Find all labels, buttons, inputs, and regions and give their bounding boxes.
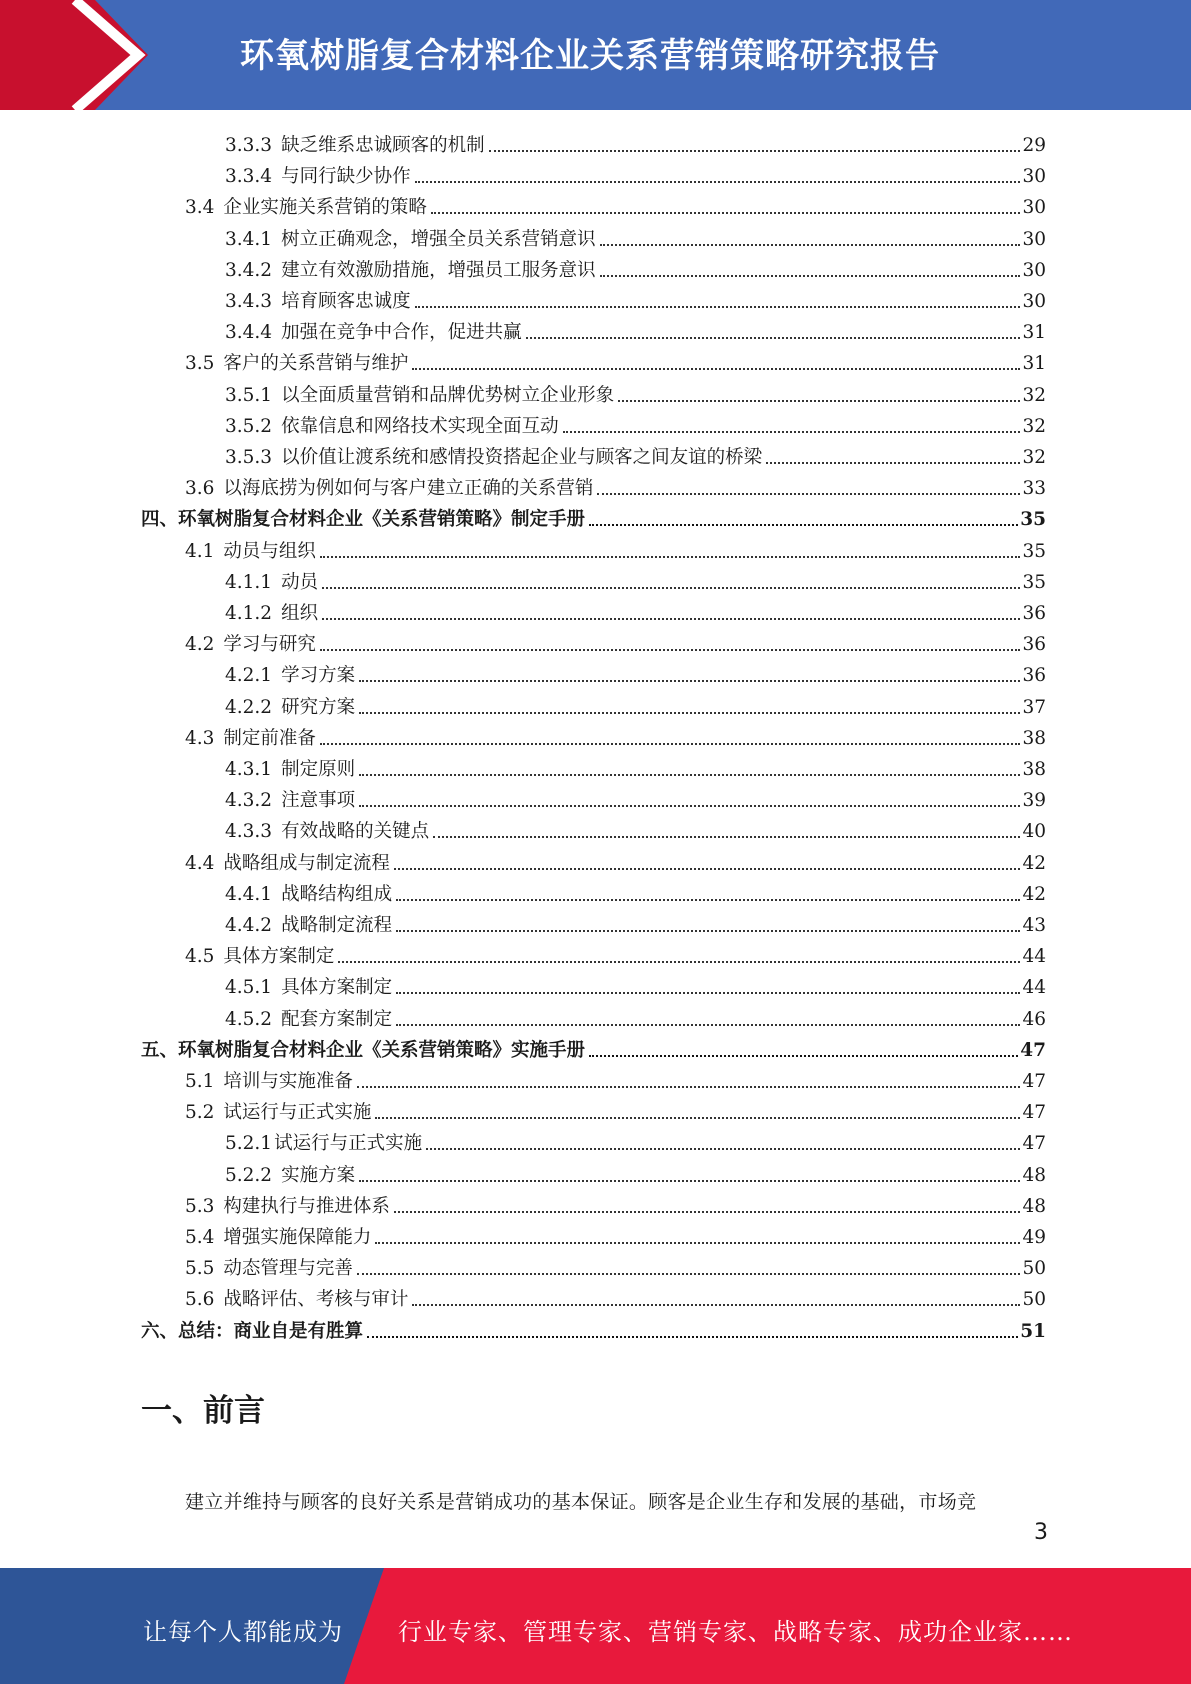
toc-entry[interactable]: [185, 1188, 1046, 1219]
page-footer: [0, 1568, 1191, 1684]
toc-dot-leader: [415, 306, 1021, 308]
toc-entry-page: 30: [1022, 197, 1046, 219]
toc-entry[interactable]: [225, 1157, 1046, 1188]
toc-entry[interactable]: [185, 1219, 1046, 1250]
toc-entry-page: 40: [1022, 821, 1046, 843]
toc-entry[interactable]: [225, 657, 1046, 688]
footer-slogan-left: 让每个人都能成为: [143, 1618, 343, 1646]
toc-entry-title: 有效战略的关键点: [281, 821, 430, 843]
toc-dot-leader: [375, 1117, 1020, 1119]
footer-slogan-right: 行业专家、管理专家、营销专家、战略专家、成功企业家……: [398, 1618, 1073, 1646]
toc-entry-number: 5.5: [185, 1258, 215, 1280]
toc-dot-leader: [320, 556, 1021, 558]
toc-entry-title: 试运行与正式实施: [223, 1102, 372, 1124]
page-header: [0, 0, 1191, 110]
toc-dot-leader: [396, 899, 1020, 901]
toc-entry-number: 3.3.4: [225, 166, 273, 188]
toc-dot-leader: [359, 774, 1020, 776]
toc-entry-page: 48: [1022, 1164, 1046, 1186]
toc-entry-number: 3.4.2: [225, 259, 273, 281]
toc-entry-number: 5.2.2: [225, 1164, 273, 1186]
toc-entry-title: 学习与研究: [223, 634, 316, 656]
toc-entry-page: 44: [1022, 977, 1046, 999]
toc-entry-page: 37: [1022, 696, 1046, 718]
toc-entry-page: 35: [1022, 540, 1046, 562]
toc-entry-page: 36: [1022, 634, 1046, 656]
toc-entry-page: 38: [1022, 727, 1046, 749]
toc-dot-leader: [394, 868, 1021, 870]
toc-entry-page: 30: [1022, 166, 1046, 188]
toc-entry[interactable]: [185, 845, 1046, 876]
toc-entry[interactable]: [185, 1250, 1046, 1281]
toc-entry-page: 47: [1022, 1133, 1046, 1155]
toc-dot-leader: [322, 587, 1020, 589]
toc-entry-title: 构建执行与推进体系: [223, 1195, 390, 1217]
toc-entry-number: 3.4.1: [225, 228, 273, 250]
toc-entry-page: 49: [1022, 1227, 1046, 1248]
toc-entry-page: 50: [1022, 1289, 1046, 1311]
toc-entry[interactable]: [225, 221, 1046, 252]
toc-dot-leader: [320, 649, 1021, 651]
toc-entry-number: 4.3.2: [225, 790, 273, 812]
toc-entry-number: 3.4.3: [225, 291, 273, 312]
toc-entry-page: 47: [1020, 1039, 1046, 1061]
toc-entry-page: 39: [1022, 790, 1046, 812]
toc-dot-leader: [600, 244, 1021, 246]
toc-entry-title: 培育顾客忠诚度: [281, 291, 411, 312]
toc-dot-leader: [338, 961, 1020, 963]
toc-entry-page: 32: [1022, 415, 1046, 437]
toc-dot-leader: [431, 212, 1021, 214]
toc-dot-leader: [375, 1242, 1020, 1244]
toc-entry-number: 4.5.2: [225, 1008, 273, 1030]
toc-entry-page: 32: [1022, 447, 1046, 468]
toc-dot-leader: [396, 930, 1020, 932]
toc-entry[interactable]: [225, 595, 1046, 626]
toc-entry[interactable]: [225, 689, 1046, 720]
toc-entry[interactable]: [185, 1094, 1046, 1125]
toc-entry-title: 动员: [281, 571, 319, 593]
toc-dot-leader: [359, 1180, 1020, 1182]
toc-entry-number: 4.1: [185, 540, 215, 562]
toc-entry[interactable]: [225, 127, 1046, 158]
toc-entry[interactable]: [185, 470, 1046, 501]
toc-entry-title: 以价值让渡系统和感情投资搭起企业与顾客之间友谊的桥梁: [281, 447, 763, 468]
toc-entry-page: 31: [1022, 353, 1046, 375]
toc-entry-title: 增强实施保障能力: [223, 1227, 372, 1248]
toc-entry-title: 以全面质量营销和品牌优势树立企业形象: [281, 384, 615, 406]
toc-dot-leader: [433, 836, 1020, 838]
toc-entry-page: 30: [1022, 259, 1046, 281]
toc-entry-number: 4.5.1: [225, 977, 273, 999]
toc-dot-leader: [367, 1336, 1018, 1338]
toc-entry-number: 4.3.1: [225, 759, 273, 780]
toc-entry-page: 36: [1022, 665, 1046, 687]
toc-entry-number: 3.5: [185, 353, 215, 375]
toc-dot-leader: [766, 462, 1020, 464]
toc-entry-page: 50: [1022, 1258, 1046, 1280]
toc-entry-number: 4.1.2: [225, 603, 273, 624]
toc-dot-leader: [394, 1211, 1021, 1213]
toc-dot-leader: [589, 524, 1018, 526]
toc-dot-leader: [563, 431, 1021, 433]
toc-entry-page: 46: [1022, 1008, 1046, 1030]
toc-entry-number: 3.5.1: [225, 384, 273, 406]
toc-entry-title: 具体方案制定: [281, 977, 393, 999]
toc-entry-page: 35: [1020, 509, 1046, 531]
toc-entry-title: 试运行与正式实施: [274, 1133, 423, 1155]
toc-dot-leader: [597, 493, 1020, 495]
toc-entry-page: 42: [1022, 852, 1046, 874]
toc-entry-title: 注意事项: [281, 790, 356, 812]
toc-entry-number: 3.5.2: [225, 415, 273, 437]
toc-entry[interactable]: [225, 564, 1046, 595]
toc-entry-title: 树立正确观念，增强全员关系营销意识: [281, 228, 596, 250]
toc-entry-page: 51: [1020, 1320, 1046, 1342]
toc-entry[interactable]: [185, 1281, 1046, 1312]
toc-dot-leader: [589, 1055, 1018, 1057]
toc-entry-title: 战略结构组成: [281, 883, 393, 905]
toc-entry-number: 4.5: [185, 946, 215, 968]
toc-entry-title: 四、环氧树脂复合材料企业《关系营销策略》制定手册: [141, 509, 586, 531]
toc-entry[interactable]: [225, 158, 1046, 189]
toc-dot-leader: [426, 1148, 1020, 1150]
toc-entry[interactable]: [185, 938, 1046, 969]
toc-entry-title: 动员与组织: [223, 540, 316, 562]
toc-entry-page: 30: [1022, 291, 1046, 312]
toc-entry-number: 4.2.1: [225, 665, 273, 687]
toc-entry-title: 研究方案: [281, 696, 356, 718]
toc-entry-page: 32: [1022, 384, 1046, 406]
toc-entry-title: 缺乏维系忠诚顾客的机制: [281, 135, 485, 156]
toc-entry[interactable]: [225, 252, 1046, 283]
toc-entry-page: 29: [1022, 135, 1046, 156]
toc-entry[interactable]: [225, 377, 1046, 408]
toc-dot-leader: [396, 1024, 1020, 1026]
toc-entry-number: 4.4.1: [225, 883, 273, 905]
toc-entry-title: 依靠信息和网络技术实现全面互动: [281, 415, 559, 437]
toc-entry-title: 制定原则: [281, 759, 356, 780]
toc-entry-number: 4.4: [185, 852, 215, 874]
toc-entry-title: 五、环氧树脂复合材料企业《关系营销策略》实施手册: [141, 1039, 586, 1061]
toc-entry[interactable]: [185, 533, 1046, 564]
toc-dot-leader: [396, 992, 1020, 994]
toc-entry-title: 企业实施关系营销的策略: [223, 197, 427, 219]
toc-entry-number: 5.4: [185, 1227, 215, 1248]
toc-dot-leader: [359, 680, 1020, 682]
toc-entry[interactable]: [185, 1063, 1046, 1094]
toc-entry-title: 战略组成与制定流程: [223, 852, 390, 874]
toc-entry[interactable]: [141, 1032, 1046, 1063]
toc-entry-page: 38: [1022, 759, 1046, 780]
toc-dot-leader: [357, 1273, 1021, 1275]
toc-dot-leader: [489, 150, 1021, 152]
toc-entry-title: 组织: [281, 603, 319, 624]
toc-entry-title: 具体方案制定: [223, 946, 335, 968]
toc-entry-number: 3.3.3: [225, 135, 273, 156]
toc-entry-number: 4.4.2: [225, 915, 273, 936]
toc-entry-title: 实施方案: [281, 1164, 356, 1186]
toc-entry[interactable]: [185, 345, 1046, 376]
toc-entry[interactable]: [185, 626, 1046, 657]
page-number: 3: [1034, 1520, 1048, 1545]
section-heading: 一、前言: [141, 1393, 265, 1429]
toc-entry[interactable]: [225, 782, 1046, 813]
toc-entry-number: 5.2.1: [225, 1133, 273, 1155]
toc-entry-title: 培训与实施准备: [223, 1071, 353, 1092]
toc-dot-leader: [359, 805, 1020, 807]
toc-entry[interactable]: [225, 907, 1046, 938]
toc-entry-title: 加强在竞争中合作，促进共赢: [281, 322, 522, 344]
toc-entry-number: 4.3: [185, 727, 215, 749]
toc-dot-leader: [320, 743, 1021, 745]
toc-entry[interactable]: [225, 876, 1046, 907]
toc-entry-page: 30: [1022, 228, 1046, 250]
toc-entry-number: 4.2: [185, 634, 215, 656]
toc-entry-number: 5.1: [185, 1071, 215, 1092]
toc-entry[interactable]: [225, 1001, 1046, 1032]
toc-dot-leader: [412, 368, 1020, 370]
toc-entry-page: 47: [1022, 1102, 1046, 1124]
toc-entry-number: 3.6: [185, 478, 215, 500]
toc-dot-leader: [415, 181, 1021, 183]
toc-entry-number: 5.6: [185, 1289, 215, 1311]
toc-entry[interactable]: [225, 751, 1046, 782]
toc-entry[interactable]: [225, 439, 1046, 470]
toc-entry-title: 制定前准备: [223, 727, 316, 749]
toc-dot-leader: [322, 618, 1020, 620]
toc-entry-page: 35: [1022, 571, 1046, 593]
toc-entry-page: 42: [1022, 883, 1046, 905]
toc-entry-page: 31: [1022, 322, 1046, 344]
toc-entry-number: 3.4.4: [225, 322, 273, 344]
toc-entry-page: 44: [1022, 946, 1046, 968]
toc-entry-page: 36: [1022, 603, 1046, 624]
toc-entry-number: 5.2: [185, 1102, 215, 1124]
toc-entry-number: 4.3.3: [225, 821, 273, 843]
report-title: 环氧树脂复合材料企业关系营销策略研究报告: [240, 36, 940, 76]
toc-dot-leader: [412, 1304, 1020, 1306]
toc-entry-number: 4.1.1: [225, 571, 273, 593]
toc-entry-title: 与同行缺少协作: [281, 166, 411, 188]
toc-entry-title: 建立有效激励措施，增强员工服务意识: [281, 259, 596, 281]
toc-dot-leader: [618, 400, 1020, 402]
toc-dot-leader: [600, 275, 1021, 277]
toc-entry[interactable]: [141, 501, 1046, 532]
toc-entry[interactable]: [225, 969, 1046, 1000]
toc-entry-title: 六、总结：商业自是有胜算: [141, 1320, 364, 1342]
toc-entry-title: 战略制定流程: [281, 915, 393, 936]
toc-entry[interactable]: [225, 1125, 1046, 1156]
toc-entry-title: 以海底捞为例如何与客户建立正确的关系营销: [223, 478, 594, 500]
toc-entry[interactable]: [225, 283, 1046, 314]
toc-entry-title: 客户的关系营销与维护: [223, 353, 409, 375]
toc-entry[interactable]: [225, 813, 1046, 844]
toc-entry-page: 48: [1022, 1195, 1046, 1217]
toc-entry-title: 动态管理与完善: [223, 1258, 353, 1280]
toc-entry-title: 学习方案: [281, 665, 356, 687]
toc-dot-leader: [526, 337, 1021, 339]
toc-entry[interactable]: [225, 314, 1046, 345]
toc-entry[interactable]: [141, 1313, 1046, 1344]
toc-entry-page: 33: [1022, 478, 1046, 500]
toc-entry-title: 战略评估、考核与审计: [223, 1289, 409, 1311]
toc-dot-leader: [357, 1086, 1021, 1088]
toc-entry-page: 47: [1022, 1071, 1046, 1092]
toc-entry[interactable]: [185, 720, 1046, 751]
toc-dot-leader: [359, 712, 1020, 714]
toc-entry[interactable]: [185, 189, 1046, 220]
toc-entry-number: 3.4: [185, 197, 215, 219]
toc-entry-number: 3.5.3: [225, 447, 273, 468]
body-paragraph: 建立并维持与顾客的良好关系是营销成功的基本保证。顾客是企业生存和发展的基础，市场竞: [185, 1491, 977, 1513]
toc-entry-number: 5.3: [185, 1195, 215, 1217]
toc-entry-number: 4.2.2: [225, 696, 273, 718]
toc-entry-title: 配套方案制定: [281, 1008, 393, 1030]
toc-entry-page: 43: [1022, 915, 1046, 936]
toc-entry[interactable]: [225, 408, 1046, 439]
